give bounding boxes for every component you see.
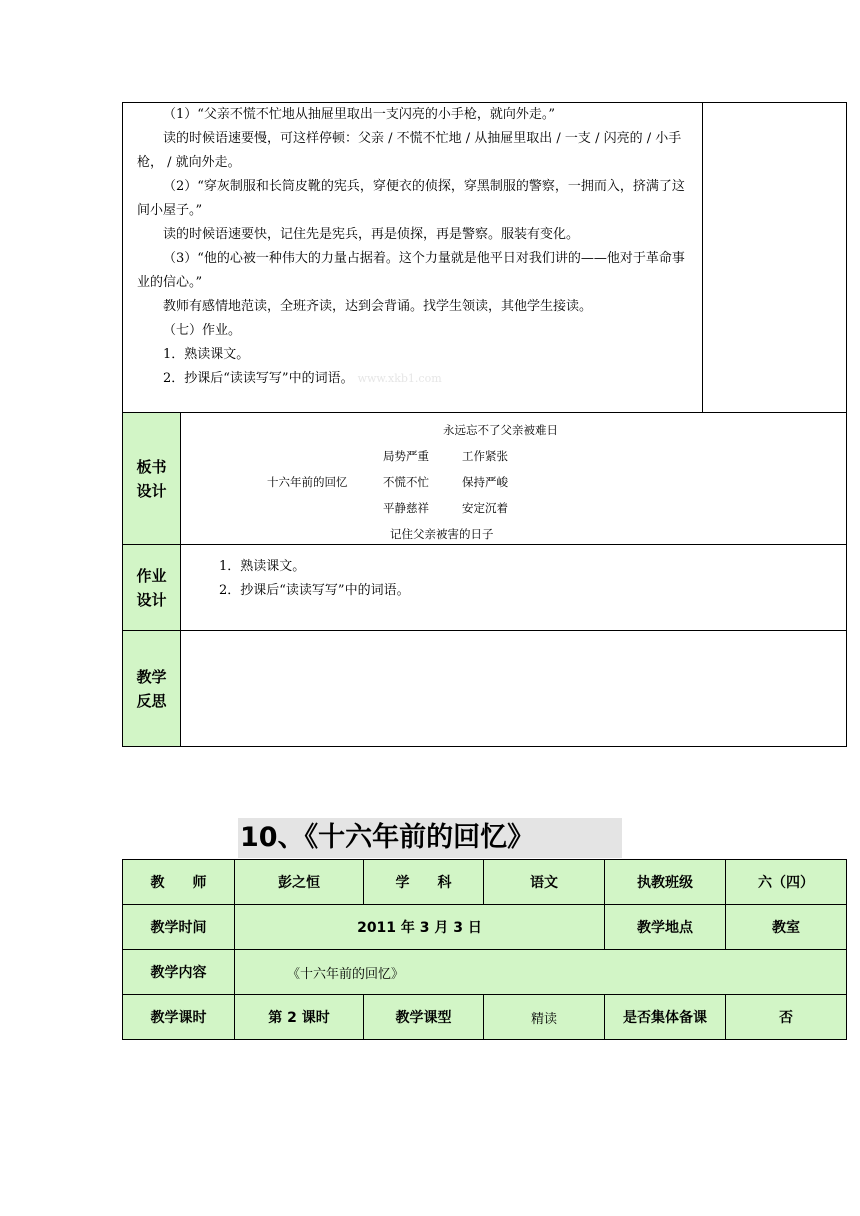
period-value: 第 2 课时 <box>235 995 364 1040</box>
lesson-title: 10、《十六年前的回忆》 <box>238 818 622 858</box>
board-top-line: 永远忘不了父亲被难日 <box>443 423 558 437</box>
board-item: 平静慈祥 <box>383 501 429 515</box>
teacher-label: 教 师 <box>123 860 235 905</box>
time-label: 教学时间 <box>123 905 235 950</box>
board-design <box>181 413 846 544</box>
lesson-text-cell <box>123 103 703 413</box>
homework-cell <box>181 545 847 631</box>
lesson-paragraph: （3）“他的心被一种伟大的力量占据着。这个力量就是他平日对我们讲的——他对于革命事业的信心。” <box>137 251 685 290</box>
teacher-value: 彭之恒 <box>235 860 364 905</box>
homework-item: 2．抄课后“读读写写”中的词语。 <box>219 583 410 598</box>
lesson-paragraph: （2）“穿灰制服和长筒皮靴的宪兵，穿便衣的侦探，穿黑制服的警察，一拥而入，挤满了这间小屋子。” <box>137 179 685 218</box>
homework-label: 作业设计 <box>123 545 181 631</box>
class-label: 执教班级 <box>605 860 726 905</box>
board-item: 保持严峻 <box>462 475 508 489</box>
content-value: 《十六年前的回忆》 <box>235 950 847 995</box>
lesson-paragraph: （七）作业。 <box>163 323 242 338</box>
board-center-title: 十六年前的回忆 <box>267 475 348 489</box>
board-item: 安定沉着 <box>462 501 508 515</box>
lesson-paragraph: 读的时候语速要慢，可这样停顿：父亲 / 不慌不忙地 / 从抽屉里取出 / 一支 / 闪亮的 / 小手枪， / 就向外走。 <box>137 131 682 170</box>
watermark: www.xkb1.com <box>357 372 442 385</box>
subject-label: 学 科 <box>364 860 484 905</box>
lesson-plan-table <box>122 102 847 747</box>
place-label: 教学地点 <box>605 905 726 950</box>
board-item: 局势严重 <box>383 449 429 463</box>
time-value: 2011 年 3 月 3 日 <box>235 905 605 950</box>
period-label: 教学课时 <box>123 995 235 1040</box>
board-item: 工作紧张 <box>462 449 508 463</box>
type-label: 教学课型 <box>364 995 484 1040</box>
type-value: 精读 <box>484 995 605 1040</box>
place-value: 教室 <box>726 905 847 950</box>
reflection-cell <box>181 631 847 747</box>
content-label: 教学内容 <box>123 950 235 995</box>
lesson-paragraph: 读的时候语速要快，记住先是宪兵，再是侦探，再是警察。服装有变化。 <box>163 227 580 242</box>
notes-cell <box>703 103 847 413</box>
lesson-paragraph <box>137 367 696 391</box>
subject-value: 语文 <box>484 860 605 905</box>
collective-label: 是否集体备课 <box>605 995 726 1040</box>
lesson-last-item: 2．抄课后“读读写写”中的词语。 <box>163 371 354 386</box>
lesson-paragraph: （1）“父亲不慌不忙地从抽屉里取出一支闪亮的小手枪，就向外走。” <box>163 107 556 122</box>
collective-value: 否 <box>726 995 847 1040</box>
board-label: 板书设计 <box>123 413 181 545</box>
lesson-paragraph: 1．熟读课文。 <box>163 347 250 362</box>
lesson-paragraph: 教师有感情地范读，全班齐读，达到会背诵。找学生领读，其他学生接读。 <box>163 299 593 314</box>
lesson-info-table <box>122 859 847 1040</box>
board-cell <box>181 413 847 545</box>
board-bottom-line: 记住父亲被害的日子 <box>390 527 494 541</box>
homework-item: 1．熟读课文。 <box>219 559 306 574</box>
board-item: 不慌不忙 <box>383 475 429 489</box>
class-value: 六（四） <box>726 860 847 905</box>
reflection-label: 教学反思 <box>123 631 181 747</box>
